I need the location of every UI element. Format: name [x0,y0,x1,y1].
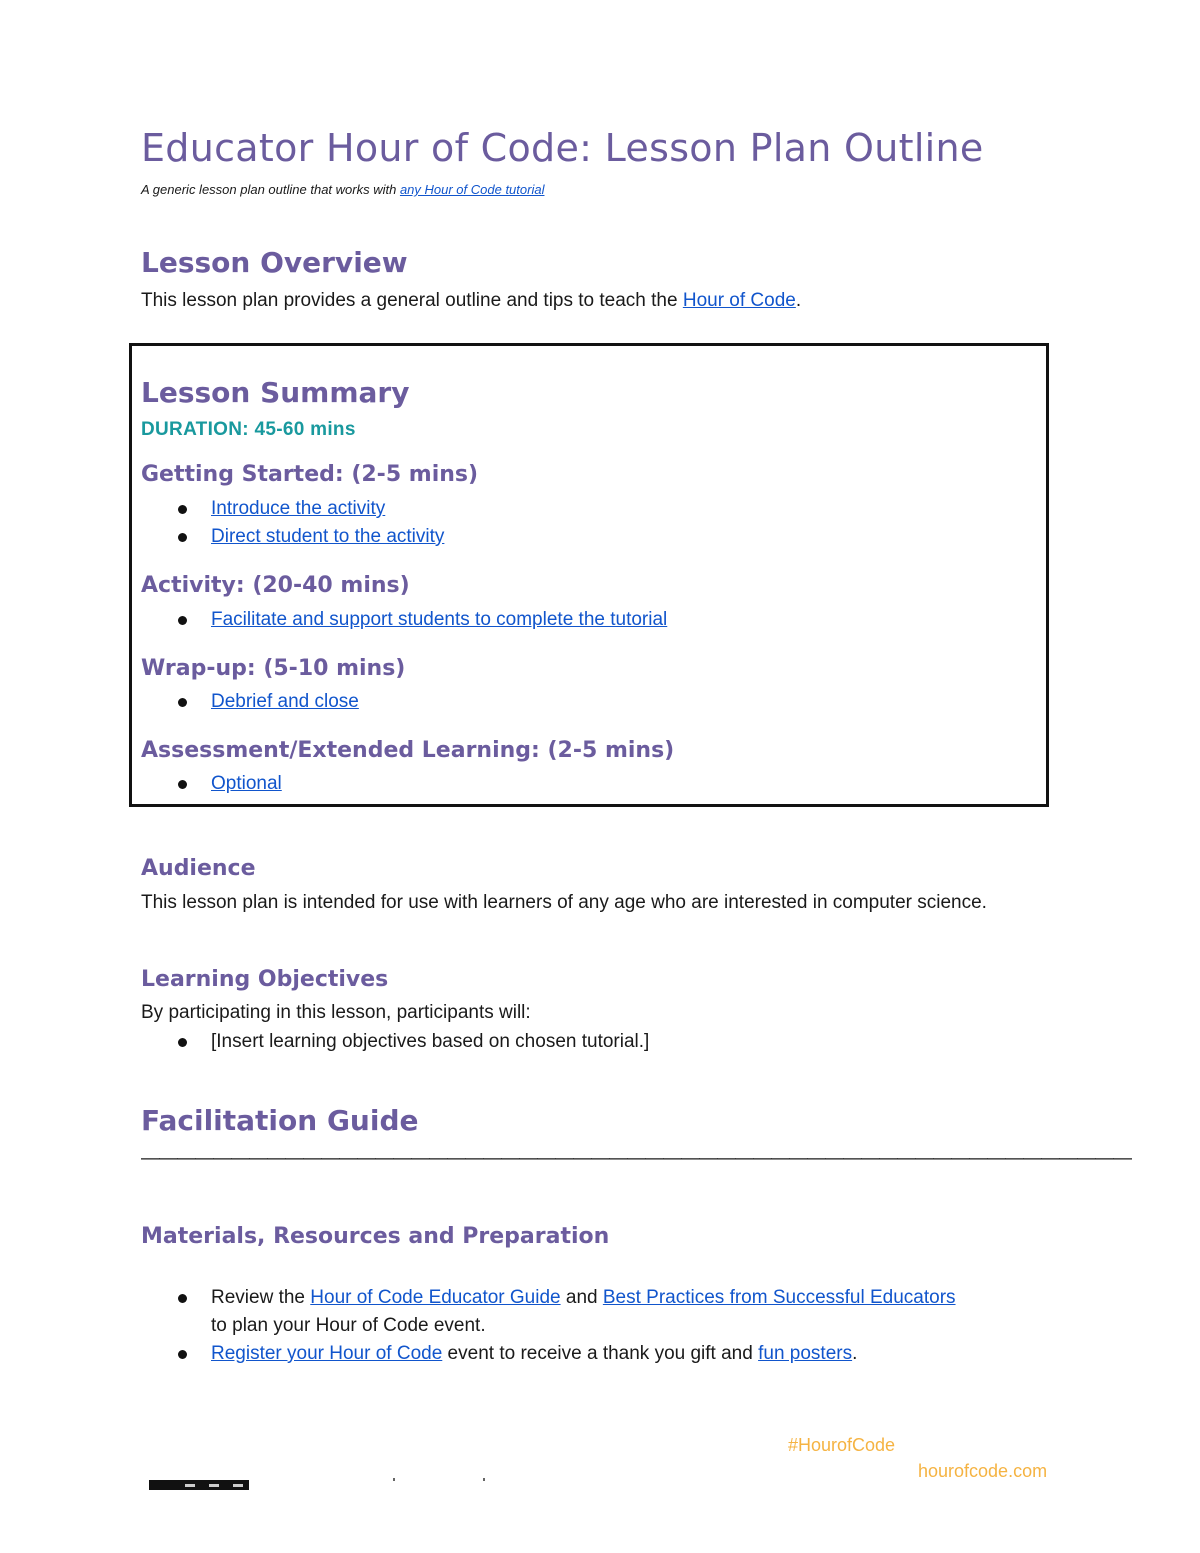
cc-license-badge [149,1480,249,1490]
overview-text-suffix: . [795,290,802,311]
page-title: Educator Hour of Code: Lesson Plan Outline [141,126,984,170]
any-tutorial-link[interactable]: any Hour of Code tutorial [399,182,545,197]
divider-rule: ——————————————————————————————————————————————————————— [141,1148,1131,1169]
assessment-heading: Assessment/Extended Learning: (2-5 mins) [141,738,675,763]
list-item [141,606,667,634]
facilitation-guide-heading: Facilitation Guide [141,1104,419,1137]
wrap-up-list [141,688,359,716]
footer-site: hourofcode.com [918,1461,1048,1481]
wrap-up-heading: Wrap-up: (5-10 mins) [141,656,406,681]
list-item [141,495,444,523]
list-item: [Insert learning objectives based on chosen tutorial.] [141,1028,649,1056]
fun-posters-link[interactable]: fun posters [758,1343,853,1364]
footer-hashtag: #HourofCode [788,1435,896,1455]
materials-heading: Materials, Resources and Preparation [141,1224,610,1249]
lesson-summary-heading: Lesson Summary [141,376,410,409]
register-suffix: . [852,1343,858,1364]
audience-text: This lesson plan is intended for use with learners of any age who are interested in computer science. [141,892,987,913]
getting-started-list [141,495,444,551]
educator-guide-link[interactable]: Hour of Code Educator Guide [310,1287,561,1308]
footer-mark [393,1478,395,1481]
review-suffix: to plan your Hour of Code event. [211,1315,486,1336]
review-mid: and [560,1287,603,1308]
objectives-intro: By participating in this lesson, participants will: [141,1002,531,1023]
review-prefix: Review the [211,1287,311,1308]
overview-text [141,286,801,315]
register-link[interactable]: Register your Hour of Code [211,1343,443,1364]
register-mid: event to receive a thank you gift and [442,1343,759,1364]
optional-link[interactable]: Optional [211,773,282,794]
list-item [141,688,359,716]
direct-student-link[interactable]: Direct student to the activity [211,526,445,547]
getting-started-heading: Getting Started: (2-5 mins) [141,462,479,487]
assessment-list [141,770,282,798]
list-item [141,1340,956,1368]
page-subtitle [141,182,544,197]
list-item [141,1284,956,1340]
debrief-link[interactable]: Debrief and close [211,691,359,712]
objectives-list [141,1028,649,1056]
lesson-overview-heading: Lesson Overview [141,246,408,279]
duration-label: DURATION: 45-60 mins [141,419,356,440]
activity-heading: Activity: (20-40 mins) [141,573,410,598]
activity-list [141,606,667,634]
list-item [141,523,444,551]
overview-text-prefix: This lesson plan provides a general outline and tips to teach the [141,290,683,311]
hour-of-code-link[interactable]: Hour of Code [682,290,796,311]
list-item [141,770,282,798]
footer-mark [483,1478,485,1481]
audience-heading: Audience [141,856,256,881]
best-practices-link[interactable]: Best Practices from Successful Educators [602,1287,956,1308]
introduce-activity-link[interactable]: Introduce the activity [211,498,386,519]
subtitle-text: A generic lesson plan outline that works with [141,182,400,197]
learning-objectives-heading: Learning Objectives [141,967,389,992]
materials-list [141,1284,956,1368]
facilitate-link[interactable]: Facilitate and support students to complete the tutorial [211,609,668,630]
